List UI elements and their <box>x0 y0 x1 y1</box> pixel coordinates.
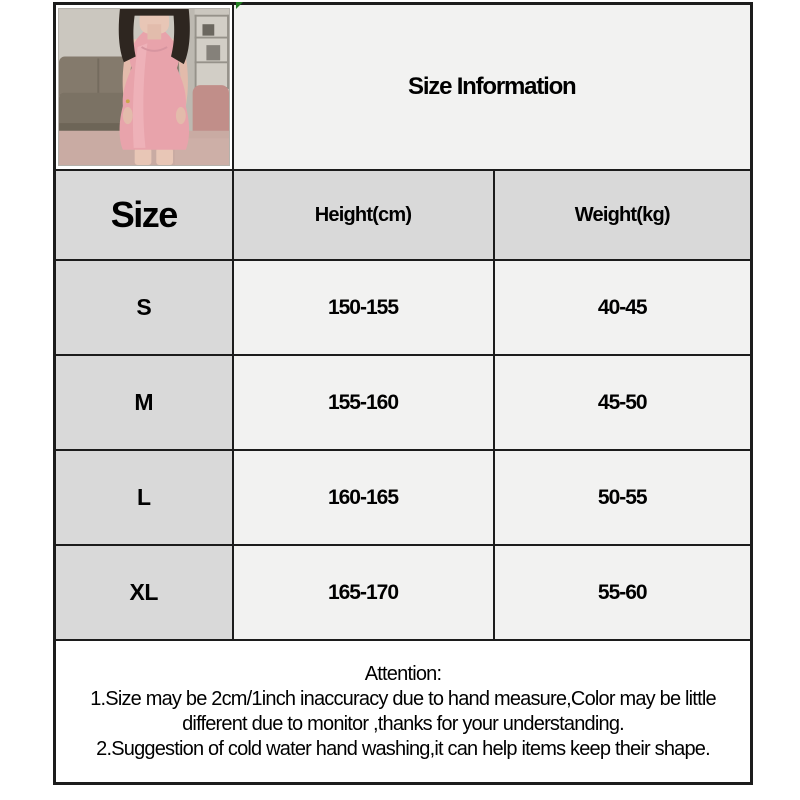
header-row <box>55 4 752 171</box>
product-photo-cell <box>55 4 233 171</box>
attention-line: 1.Size may be 2cm/1inch inaccuracy due to hand measure,Color may be little <box>90 687 716 710</box>
size-row-m <box>55 355 752 450</box>
attention-line: different due to monitor ,thanks for your understanding. <box>182 712 624 735</box>
product-photo <box>58 8 230 166</box>
attention-line: 2.Suggestion of cold water hand washing,it can help items keep their shape. <box>96 737 710 760</box>
size-label-cell: XL <box>55 545 233 640</box>
attention-heading: Attention: <box>364 662 442 685</box>
attention-cell <box>55 640 752 784</box>
height-value-cell: 150-155 <box>233 260 494 355</box>
column-header-weight: Weight(kg) <box>494 170 752 260</box>
green-corner-marker-icon <box>236 2 243 9</box>
size-information-sheet <box>53 2 753 785</box>
attention-section <box>55 640 752 784</box>
weight-value-cell: 40-45 <box>494 260 752 355</box>
size-label-cell: M <box>55 355 233 450</box>
weight-value-cell: 55-60 <box>494 545 752 640</box>
weight-value-cell: 45-50 <box>494 355 752 450</box>
height-value-cell: 160-165 <box>233 450 494 545</box>
height-value-cell: 155-160 <box>233 355 494 450</box>
size-label-cell: L <box>55 450 233 545</box>
height-value-cell: 165-170 <box>233 545 494 640</box>
column-header-size: Size <box>55 170 233 260</box>
page-title: Size Information <box>233 4 752 171</box>
size-row-s <box>55 260 752 355</box>
size-row-l <box>55 450 752 545</box>
weight-value-cell: 50-55 <box>494 450 752 545</box>
column-header-row <box>55 170 752 260</box>
column-header-height: Height(cm) <box>233 170 494 260</box>
product-photo-illustration <box>59 9 229 165</box>
size-label-cell: S <box>55 260 233 355</box>
size-row-xl <box>55 545 752 640</box>
